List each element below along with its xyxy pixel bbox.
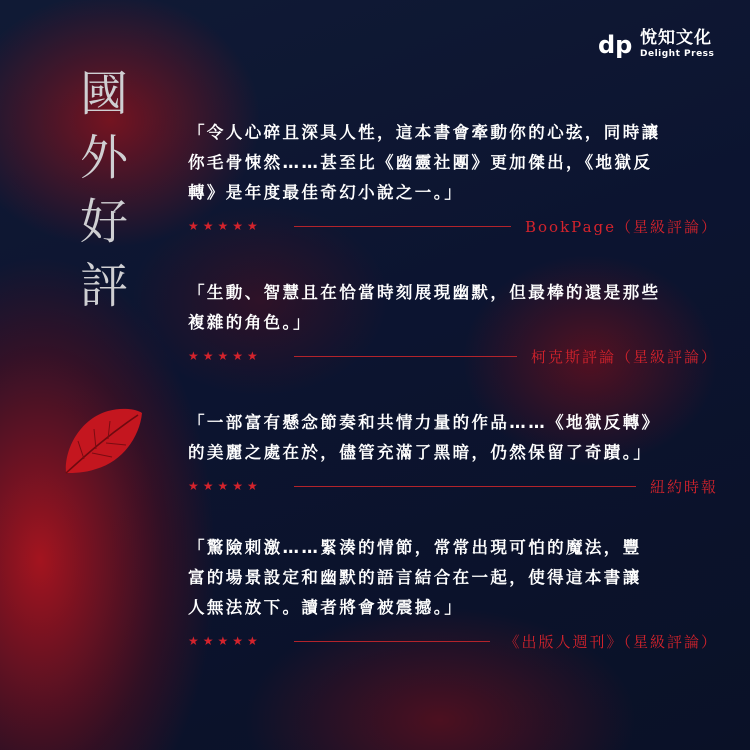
divider-line: [294, 641, 490, 642]
review-nytimes: [188, 408, 718, 498]
review-quote-line: 你毛骨悚然……甚至比《幽靈社團》更加傑出，《地獄反: [188, 153, 653, 172]
divider-line: [294, 356, 517, 357]
publisher-name: 悅知文化: [640, 28, 712, 48]
title-char-1: 國: [79, 66, 128, 122]
dp-logo-mark: dp: [598, 30, 633, 59]
review-source: 柯克斯評論（星級評論）: [530, 347, 718, 366]
review-source: 《出版人週刊》（星級評論）: [504, 632, 718, 651]
title-char-3: 好: [79, 194, 128, 250]
star-rating-icon: ★★★★★: [188, 349, 262, 363]
title-char-2: 外: [79, 130, 128, 186]
publisher-logo: [598, 30, 714, 59]
page-title: [72, 62, 136, 318]
review-meta: [188, 214, 718, 238]
review-quote-line: 「驚險刺激……緊湊的情節，常常出現可怕的魔法，豐: [188, 538, 642, 557]
review-quote-line: 「生動、智慧且在恰當時刻展現幽默，但最棒的還是那些: [188, 283, 661, 302]
review-bookpage: [188, 118, 718, 238]
divider-line: [294, 486, 636, 487]
review-quote-line: 富的場景設定和幽默的語言結合在一起，使得這本書讓: [188, 568, 642, 587]
dp-logo-icon: [598, 31, 634, 59]
star-rating-icon: ★★★★★: [188, 634, 262, 648]
title-char-4: 評: [79, 258, 128, 314]
publisher-subtitle: Delight Press: [640, 49, 715, 59]
review-quote-line: 的美麗之處在於，儘管充滿了黑暗，仍然保留了奇蹟。」: [188, 443, 653, 462]
review-quote-line: 「令人心碎且深具人性，這本書會牽動你的心弦，同時讓: [188, 123, 661, 142]
divider-line: [294, 226, 511, 227]
review-meta: [188, 474, 718, 498]
review-kirkus: [188, 278, 718, 368]
review-source: 紐約時報: [649, 477, 718, 496]
review-quote-line: 人無法放下。讀者將會被震撼。」: [188, 598, 464, 617]
review-publishers-weekly: [188, 533, 718, 653]
review-quote-line: 「一部富有懸念節奏和共情力量的作品……《地獄反轉》: [188, 413, 661, 432]
star-rating-icon: ★★★★★: [188, 479, 262, 493]
star-rating-icon: ★★★★★: [188, 219, 262, 233]
review-meta: [188, 344, 718, 368]
review-quote-line: 複雜的角色。」: [188, 313, 313, 332]
review-meta: [188, 629, 718, 653]
red-leaf-icon: [62, 405, 144, 477]
review-source: BookPage（星級評論）: [524, 217, 718, 236]
review-quote-line: 轉》是年度最佳奇幻小說之一。」: [188, 183, 464, 202]
